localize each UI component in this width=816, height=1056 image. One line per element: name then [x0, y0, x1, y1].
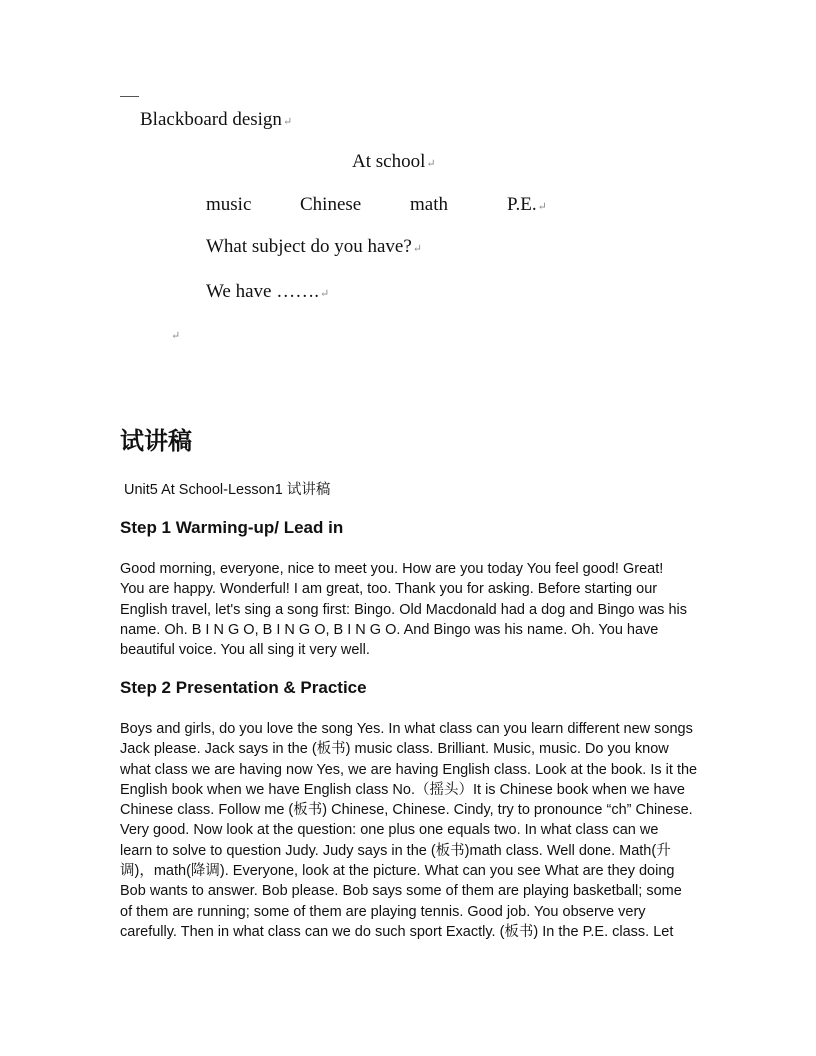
step-1-paragraph: Good morning, everyone, nice to meet you. How are you today You feel good! Great! You are happy. Wonderful! I am great, too. Thank you for asking. Before starting our English travel, let's sing a song first: Bingo. Old Macdonald had a dog and Bingo was his name. Oh. B I N G O, B I N G O, B I N G O. And Bingo was his name. Oh. You have beautiful voice. You all sing it very well. — [120, 561, 687, 659]
paragraph-mark-icon: ↵ — [319, 288, 330, 300]
script-heading: 试讲稿 — [120, 428, 192, 455]
paragraph-mark-icon: ↵ — [537, 201, 547, 213]
step-2-title: Step 2 Presentation & Practice — [120, 678, 367, 697]
paragraph-mark-icon: ↵ — [412, 243, 422, 255]
header-rule — [120, 96, 139, 97]
subject-music: music — [206, 194, 252, 215]
paragraph-mark-icon: ↵ — [282, 116, 293, 128]
paragraph-mark-icon: ↵ — [426, 158, 436, 170]
paragraph-mark-icon: ↵ — [171, 330, 181, 342]
blackboard-title: Blackboard design↵ — [140, 109, 293, 130]
step-2-paragraph: Boys and girls, do you love the song Yes. In what class can you learn different new songs Jack please. Jack says in the (板书) music class. Brilliant. Music, music. Do you know what class we are having now Yes, we are having English class. Look at the book. Is it the English book when we have English class No.（摇头）It is Chinese book when we have Chinese class. Follow me (板书) Chinese, Chinese. Cindy, try to pronounce “ch” Chinese. Very good. Now look at the question: one plus one equals two. In what class can we learn to solve to question Judy. Judy says in the (板书)math class. Well done. Math(升 调)，math(降调). Everyone, look at the picture. What can you see What are they doing Bob wants to answer. Bob please. Bob says some of them are playing basketball; some of them are running; some of them are playing tennis. Good job. You observe very carefully. Then in what class can we do such sport Exactly. (板书) In the P.E. class. Let — [120, 721, 698, 940]
step-1-title: Step 1 Warming-up/ Lead in — [120, 518, 344, 537]
blackboard-question: What subject do you have?↵ — [206, 236, 422, 257]
subject-chinese: Chinese — [300, 194, 362, 215]
subject-pe: P.E.↵ — [507, 194, 547, 215]
blackboard-answer: We have …….↵ — [206, 281, 330, 302]
unit-line: Unit5 At School-Lesson1 试讲稿 — [124, 482, 331, 498]
blackboard-center-title: At school↵ — [352, 151, 436, 172]
subject-math: math — [410, 194, 448, 215]
